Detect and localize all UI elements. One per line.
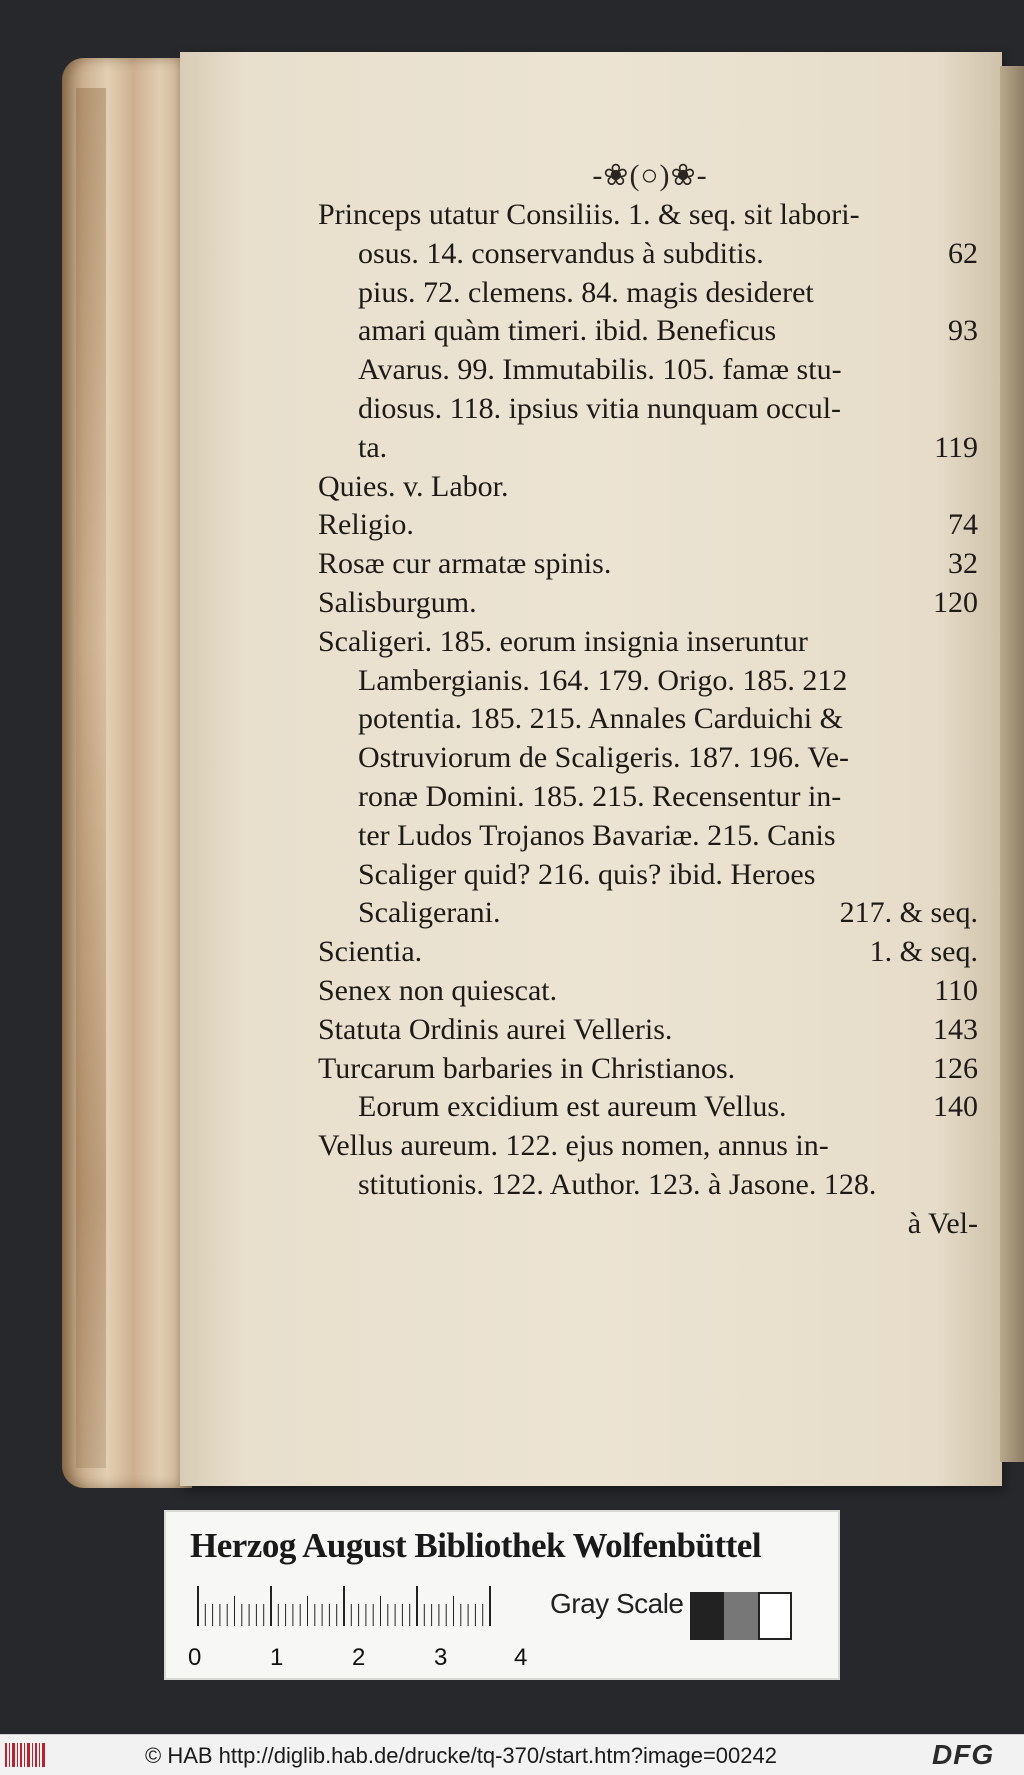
page-reference: 110 <box>934 973 978 1007</box>
measurement-ruler <box>196 1586 496 1646</box>
footer-bar <box>0 1734 1024 1775</box>
ruler-number-2: 2 <box>352 1644 366 1671</box>
index-entry-text: Lambergianis. 164. 179. Origo. 185. 212 <box>358 663 848 697</box>
index-entry-text: Religio. <box>318 508 414 542</box>
page-reference: 93 <box>948 314 978 348</box>
page-reference: à Vel- <box>907 1206 978 1240</box>
index-line <box>318 1088 978 1127</box>
index-entry-text: Quies. v. Labor. <box>318 469 509 503</box>
library-color-card <box>164 1510 840 1680</box>
copyright-link[interactable]: © HAB http://diglib.hab.de/drucke/tq-370/start.htm?image=00242 <box>145 1743 777 1768</box>
index-line <box>318 1050 978 1089</box>
index-line <box>318 312 978 351</box>
index-line <box>318 817 978 856</box>
index-entry-text: Scaligerani. <box>358 896 501 930</box>
index-line <box>318 1127 978 1166</box>
index-line <box>318 972 978 1011</box>
page-reference: 119 <box>934 430 978 464</box>
library-name: Herzog August Bibliothek Wolfenbüttel <box>190 1526 762 1565</box>
index-entry-text: Avarus. 99. Immutabilis. 105. famæ stu- <box>358 353 842 387</box>
index-line <box>318 351 978 390</box>
page-reference: 32 <box>948 547 978 581</box>
index-entry-text: Turcarum barbaries in Christianos. <box>318 1051 736 1085</box>
index-entry-text: Scaliger quid? 216. quis? ibid. Heroes <box>358 857 816 891</box>
index-entry-text: ter Ludos Trojanos Bavariæ. 215. Canis <box>358 818 836 852</box>
index-entry-text: Vellus aureum. 122. ejus nomen, annus in- <box>318 1129 829 1163</box>
gray-swatch-white <box>758 1592 792 1640</box>
index-line <box>318 390 978 429</box>
index-entry-text: potentia. 185. 215. Annales Carduichi & <box>358 702 843 736</box>
index-line <box>318 235 978 274</box>
page-reference: 62 <box>948 236 978 270</box>
index-line <box>318 739 978 778</box>
facing-page-edge <box>1000 66 1024 1462</box>
index-line <box>318 1011 978 1050</box>
gray-swatch-mid <box>724 1592 758 1640</box>
index-entry-text: amari quàm timeri. ibid. Beneficus <box>358 314 777 348</box>
page-reference: 143 <box>933 1012 978 1046</box>
index-line <box>318 196 978 235</box>
index-line <box>318 856 978 895</box>
index-line <box>318 778 978 817</box>
index-entry-text: ronæ Domini. 185. 215. Recensentur in- <box>358 779 842 813</box>
index-entry-text: Statuta Ordinis aurei Velleris. <box>318 1012 673 1046</box>
index-line <box>318 623 978 662</box>
index-text <box>318 196 978 1244</box>
index-entry-text: Eorum excidium est aureum Vellus. <box>358 1090 787 1124</box>
gray-swatch-dark <box>690 1592 724 1640</box>
index-entry-text: pius. 72. clemens. 84. magis desideret <box>358 275 814 309</box>
dfg-logo: DFG <box>932 1739 995 1770</box>
index-entry-text: Salisburgum. <box>318 585 477 619</box>
index-entry-text: stitutionis. 122. Author. 123. à Jasone. 128. <box>358 1167 877 1201</box>
page-reference: 74 <box>948 508 978 542</box>
index-entry-text: Rosæ cur armatæ spinis. <box>318 547 612 581</box>
page-reference: 126 <box>933 1051 978 1085</box>
index-entry-text: diosus. 118. ipsius vitia nunquam occul- <box>358 391 842 425</box>
ruler-number-3: 3 <box>434 1644 448 1671</box>
index-line <box>318 584 978 623</box>
index-entry-text: osus. 14. conservandus à subditis. <box>358 236 764 270</box>
ruler-number-1: 1 <box>270 1644 284 1671</box>
page-reference: 140 <box>933 1090 978 1124</box>
index-line <box>318 468 978 507</box>
index-entry-text: Senex non quiescat. <box>318 973 558 1007</box>
ruler-number-0: 0 <box>188 1644 202 1671</box>
index-line <box>318 700 978 739</box>
index-line <box>318 545 978 584</box>
gray-scale-label: Gray Scale <box>550 1588 684 1619</box>
hab-barcode-icon <box>4 1743 46 1767</box>
index-line <box>318 274 978 313</box>
ruler-number-4: 4 <box>514 1644 528 1671</box>
page-reference: 217. & seq. <box>839 896 978 930</box>
page-reference: 120 <box>933 585 978 619</box>
page-edges <box>62 58 192 1488</box>
index-entry-text: ta. <box>358 430 388 464</box>
index-entry-text: Scaligeri. 185. eorum insignia inseruntur <box>318 624 808 658</box>
index-line <box>318 1166 978 1205</box>
index-entry-text: Ostruviorum de Scaligeris. 187. 196. Ve- <box>358 741 850 775</box>
index-entry-text: Scientia. <box>318 935 423 969</box>
index-line <box>318 429 978 468</box>
index-line <box>318 1205 978 1244</box>
index-entry-text: Princeps utatur Consiliis. 1. & seq. sit labori- <box>318 198 860 231</box>
index-line <box>318 506 978 545</box>
index-line <box>318 933 978 972</box>
index-line <box>318 894 978 933</box>
page-reference: 1. & seq. <box>869 935 978 969</box>
header-ornament: -❀(○)❀- <box>592 159 708 192</box>
index-line <box>318 662 978 701</box>
